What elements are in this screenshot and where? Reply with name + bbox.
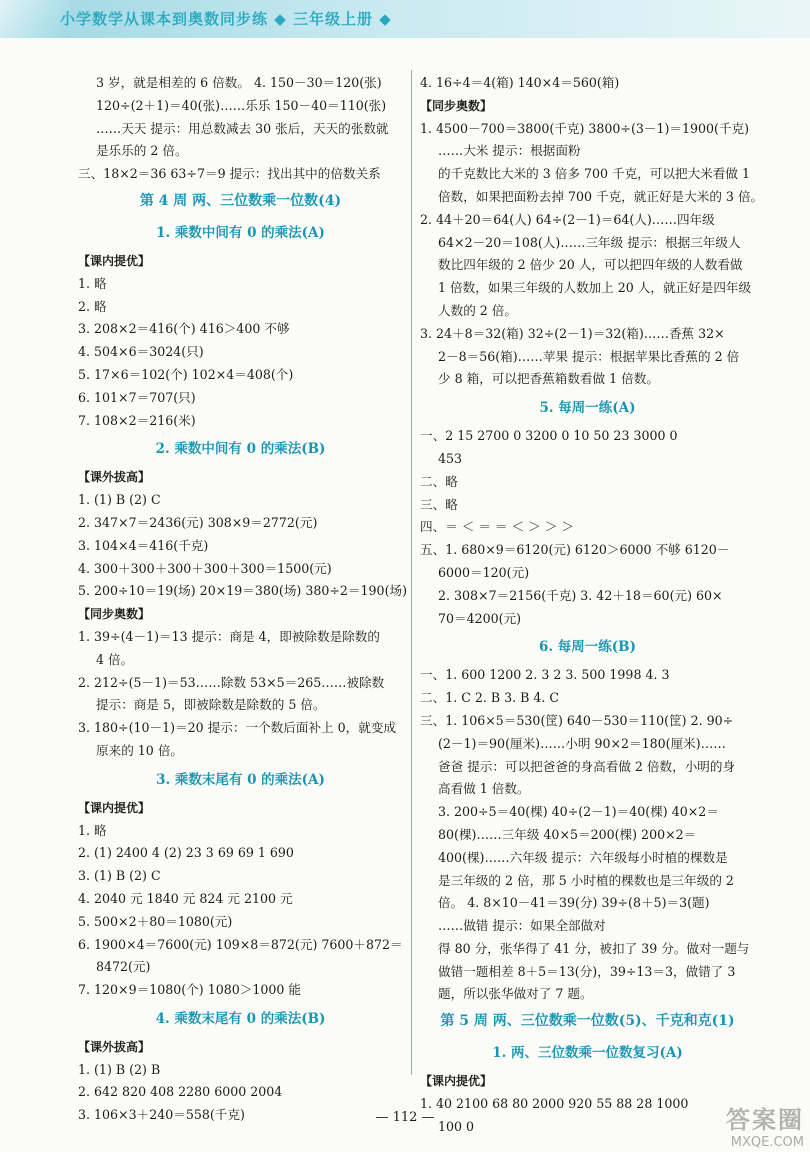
answer-line: 数比四年级的 2 倍少 20 人，可以把四年级的人数看做 xyxy=(438,257,743,273)
answer-line: 2. (1) 2400 4 (2) 23 3 69 69 1 690 xyxy=(78,845,294,861)
answer-line: 倍数，如果把面粉去掉 700 千克，就正好是大米的 3 倍。 xyxy=(438,188,764,204)
answer-line: 453 xyxy=(438,450,463,466)
answer-line: 3. 208×2＝416(个) 416＞400 不够 xyxy=(78,321,290,337)
answer-line: 少 8 箱，可以把香蕉箱数看做 1 倍数。 xyxy=(438,371,659,387)
answer-line: 1. 略 xyxy=(78,275,107,291)
answer-line: 一、2 15 2700 0 3200 0 10 50 23 3000 0 xyxy=(420,428,678,444)
answer-line: 2. 44＋20＝64(人) 64÷(2－1)＝64(人)……四年级 xyxy=(420,211,715,227)
answer-line: 4. 16÷4＝4(箱) 140×4＝560(箱) xyxy=(420,75,620,90)
answer-line: 120÷(2＋1)＝40(张)……乐乐 150－40＝110(张) xyxy=(96,97,387,113)
answer-line: ……做错 提示：如果全部做对 xyxy=(438,918,606,934)
answer-line: 3. 200÷5＝40(棵) 40÷(2－1)＝40(棵) 40×2＝ xyxy=(438,804,719,820)
answer-line: 3. (1) B (2) C xyxy=(78,868,161,884)
answer-line: 四、＝ ＜ ＝ ＝ ＜ ＞ ＞ ＞ xyxy=(420,519,574,535)
answer-line: 64×2－20＝108(人)……三年级 提示：根据三年级人 xyxy=(438,234,741,250)
section-label: 【课外拔高】 xyxy=(78,1039,151,1054)
answer-line: 三、略 xyxy=(420,496,458,512)
answer-line: 得 80 分，张华得了 41 分，被扣了 39 分。做对一题与 xyxy=(438,940,750,956)
right-column xyxy=(420,72,764,1139)
lesson-heading: 6. 每周一练(B) xyxy=(539,639,636,656)
answer-line: 3. 106×3＋240＝558(千克) xyxy=(78,1107,245,1123)
answer-line: (2－1)＝90(厘米)……小明 90×2＝180(厘米)…… xyxy=(438,735,726,751)
answer-line: 是乐乐的 2 倍。 xyxy=(96,143,188,159)
lesson-heading: 5. 每周一练(A) xyxy=(539,400,636,417)
answer-line: 1. 略 xyxy=(78,822,107,838)
answer-line: ……天天 提示：用总数减去 30 张后，天天的张数就 xyxy=(96,120,389,136)
answer-line: 1. (1) B (2) C xyxy=(78,492,161,508)
page-number: — 112 — xyxy=(375,1110,435,1125)
answer-line: 5. 200÷10＝19(场) 20×19＝380(场) 380÷2＝190(场) xyxy=(78,583,407,599)
week-heading: 第 4 周 两、三位数乘一位数(4) xyxy=(139,192,342,209)
section-label: 【同步奥数】 xyxy=(78,607,151,622)
answer-line: 70＝4200(元) xyxy=(438,610,522,626)
watermark-site: MXQE.COM xyxy=(730,1135,804,1150)
answer-line: 6. 1900×4＝7600(元) 109×8＝872(元) 7600＋872＝ xyxy=(78,936,403,952)
answer-line: 7. 108×2＝216(米) xyxy=(78,412,196,428)
section-label: 【课外拔高】 xyxy=(78,470,151,485)
book-title: 小学数学从课本到奥数同步练 ◆ 三年级上册 ◆ xyxy=(60,10,392,28)
answer-line: 3. 180÷(10－1)＝20 提示：一个数后面补上 0，就变成 xyxy=(78,720,397,736)
watermark-logo xyxy=(676,1100,804,1150)
lesson-heading: 1. 乘数中间有 0 的乘法(A) xyxy=(156,224,325,241)
answer-line: 1. 39÷(4－1)＝13 提示：商是 4，即被除数是除数的 xyxy=(78,628,380,644)
lesson-heading: 3. 乘数末尾有 0 的乘法(A) xyxy=(156,771,325,788)
answer-line: 高看做 1 倍数。 xyxy=(438,781,530,797)
section-label: 【同步奥数】 xyxy=(420,98,493,113)
answer-line: 题，所以张华做对了 7 题。 xyxy=(438,986,593,1002)
answer-line: 100 0 xyxy=(438,1118,475,1134)
answer-line: 5. 500×2＋80＝1080(元) xyxy=(78,913,233,929)
answer-line: 人数的 2 倍。 xyxy=(438,302,517,318)
answer-line: 原来的 10 倍。 xyxy=(96,742,184,758)
answer-line: 1. 40 2100 68 80 2000 920 55 88 28 1000 xyxy=(420,1096,689,1112)
lesson-heading: 1. 两、三位数乘一位数复习(A) xyxy=(492,1045,683,1062)
answer-line: 80(棵)……三年级 40×5＝200(棵) 200×2＝ xyxy=(438,826,697,842)
column-divider xyxy=(411,70,412,1075)
answer-line: 6. 101×7＝707(只) xyxy=(78,389,196,405)
answer-line: 4. 2040 元 1840 元 824 元 2100 元 xyxy=(78,890,293,906)
answer-line: 爸爸 提示：可以把爸爸的身高看做 2 倍数，小明的身 xyxy=(438,758,736,774)
answer-line: 5. 17×6＝102(个) 102×4＝408(个) xyxy=(78,366,294,382)
answer-line: 6000＝120(元) xyxy=(438,564,530,580)
section-label: 【课内提优】 xyxy=(78,800,151,815)
answer-line: 一、1. 600 1200 2. 3 2 3. 500 1998 4. 3 xyxy=(420,667,670,683)
answer-line: 2－8＝56(箱)……苹果 提示：根据苹果比香蕉的 2 倍 xyxy=(438,348,740,364)
answer-line: 3. 104×4＝416(千克) xyxy=(78,537,209,553)
answer-line: 倍。 4. 8×10－41＝39(分) 39÷(8＋5)＝3(题) xyxy=(438,895,710,911)
answer-line: 400(棵)……六年级 提示：六年级每小时植的棵数是 xyxy=(438,849,728,865)
answer-line: ……大米 提示：根据面粉 xyxy=(438,143,581,159)
watermark-logo-text: 答案圈 xyxy=(726,1106,804,1134)
section-label: 【课内提优】 xyxy=(420,1074,493,1089)
answer-line: 4 倍。 xyxy=(96,651,134,667)
answer-line: 1. 4500－700＝3800(千克) 3800÷(3－1)＝1900(千克) xyxy=(420,120,750,136)
answer-line: 2. 308×7＝2156(千克) 3. 42＋18＝60(元) 60× xyxy=(438,587,723,603)
answer-line: 二、1. C 2. B 3. B 4. C xyxy=(420,690,560,706)
answer-line: 2. 略 xyxy=(78,298,107,314)
answer-line: 2. 212÷(5－1)＝53……除数 53×5＝265……被除数 xyxy=(78,674,385,690)
lesson-heading: 2. 乘数中间有 0 的乘法(B) xyxy=(155,441,326,458)
week-heading: 第 5 周 两、三位数乘一位数(5)、千克和克(1) xyxy=(440,1013,735,1030)
answer-line: 的千克数比大米的 3 倍多 700 千克，可以把大米看做 1 xyxy=(438,166,750,182)
answer-line: 2. 642 820 408 2280 6000 2004 xyxy=(78,1084,283,1100)
answer-line: 1. (1) B (2) B xyxy=(78,1061,161,1077)
lesson-heading: 4. 乘数末尾有 0 的乘法(B) xyxy=(155,1010,326,1027)
answer-line: 4. 504×6＝3024(只) xyxy=(78,344,204,360)
answer-line: 7. 120×9＝1080(个) 1080＞1000 能 xyxy=(78,982,301,998)
answer-line: 提示：商是 5，即被除数是除数的 5 倍。 xyxy=(96,697,326,713)
answer-line: 三、18×2＝36 63÷7＝9 提示：找出其中的倍数关系 xyxy=(78,166,381,182)
answer-line: 是三年级的 2 倍，那 5 小时植的棵数也是三年级的 2 xyxy=(438,872,734,888)
section-label: 【课内提优】 xyxy=(78,253,151,268)
answer-line: 做错一题相差 8＋5＝13(分)，39÷13＝3，做错了 3 xyxy=(438,963,736,979)
answer-line: 三、1. 106×5＝530(筐) 640－530＝110(筐) 2. 90÷ xyxy=(420,712,734,728)
answer-line: 8472(元) xyxy=(96,959,151,975)
answer-line: 3 岁，就是相差的 6 倍数。 4. 150－30＝120(张) xyxy=(96,75,382,90)
answer-line: 二、略 xyxy=(420,473,458,489)
answer-line: 2. 347×7＝2436(元) 308×9＝2772(元) xyxy=(78,514,318,530)
answer-line: 4. 300＋300＋300＋300＋300＝1500(元) xyxy=(78,560,332,576)
answer-line: 3. 24＋8＝32(箱) 32÷(2－1)＝32(箱)……香蕉 32× xyxy=(420,325,725,341)
answer-line: 五、1. 680×9＝6120(元) 6120＞6000 不够 6120－ xyxy=(420,542,730,558)
answer-line: 1 倍数，如果三年级的人数加上 20 人，就正好是四年级 xyxy=(438,280,752,296)
